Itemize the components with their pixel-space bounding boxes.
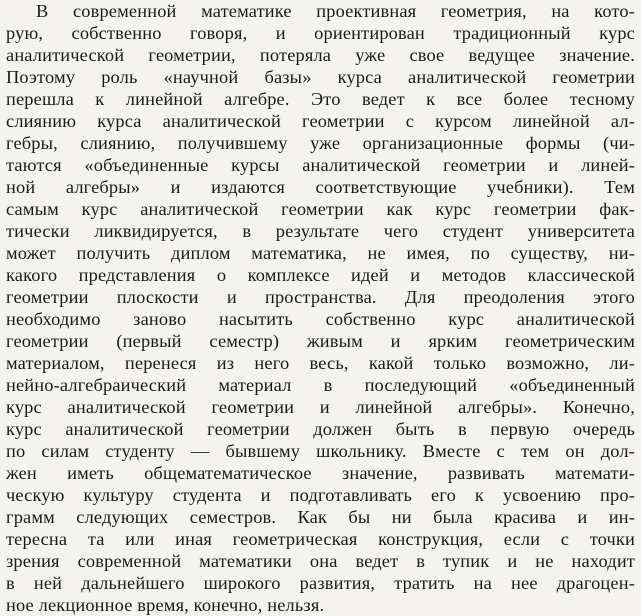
text-line: ной алгебры» и издаются соответствующие учебники). Тем xyxy=(6,177,635,197)
text-line: В современной математике проективная геометрия, на кото- xyxy=(36,1,635,21)
text-line: в ней дальнейшего широкого развития, тратить на нее драгоцен- xyxy=(6,573,635,593)
text-line: зрения современной математики она ведет в тупик и не находит xyxy=(6,551,635,571)
text-line: курс аналитической геометрии должен быть в первую очередь xyxy=(6,419,635,439)
text-line: перешла к линейной алгебре. Это ведет к все более тесному xyxy=(6,89,635,109)
text-line: геометрии (первый семестр) живым и ярким геометрическим xyxy=(6,331,635,351)
text-line: грамм следующих семестров. Как бы ни была красива и ин- xyxy=(6,507,635,527)
text-line: ческую культуру студента и подготавливать его к усвоению про- xyxy=(6,485,635,505)
text-line: необходимо заново насытить собственно курс аналитической xyxy=(6,309,635,329)
body-paragraph xyxy=(6,0,635,616)
text-line: материалом, перенеся из него весь, какой только возможно, ли- xyxy=(6,353,635,373)
text-line: жен иметь общематематическое значение, развивать математи- xyxy=(6,463,635,483)
text-line: тересна та или иная геометрическая конструкция, если с точки xyxy=(6,529,635,549)
text-line: курс аналитической геометрии и линейной алгебры». Конечно, xyxy=(6,397,635,417)
text-line: по силам студенту — бывшему школьнику. Вместе с тем он дол- xyxy=(6,441,635,461)
text-line: тически ликвидируется, в результате чего студент университета xyxy=(6,221,635,241)
text-line: какого представления о комплексе идей и методов классической xyxy=(6,265,635,285)
text-line: таются «объединенные курсы аналитической геометрии и линей- xyxy=(6,155,635,175)
text-line: геометрии плоскости и пространства. Для преодоления этого xyxy=(6,287,635,307)
text-line: слиянию курса аналитической геометрии с курсом линейной ал- xyxy=(6,111,635,131)
text-line: аналитической геометрии, потеряла уже свое ведущее значение. xyxy=(6,45,635,65)
text-line: самым курс аналитической геометрии как курс геометрии фак- xyxy=(6,199,635,219)
text-line: гебры, слиянию, получившему уже организационные формы (чи- xyxy=(6,133,635,153)
text-line: ное лекционное время, конечно, нельзя. xyxy=(6,595,325,615)
text-line: рую, собственно говоря, и ориентирован традиционный курс xyxy=(6,23,635,43)
text-line: может получить диплом математика, не имея, по существу, ни- xyxy=(6,243,635,263)
text-line: нейно-алгебраический материал в последующий «объединенный xyxy=(6,375,635,395)
text-line: Поэтому роль «научной базы» курса аналитической геометрии xyxy=(6,67,635,87)
